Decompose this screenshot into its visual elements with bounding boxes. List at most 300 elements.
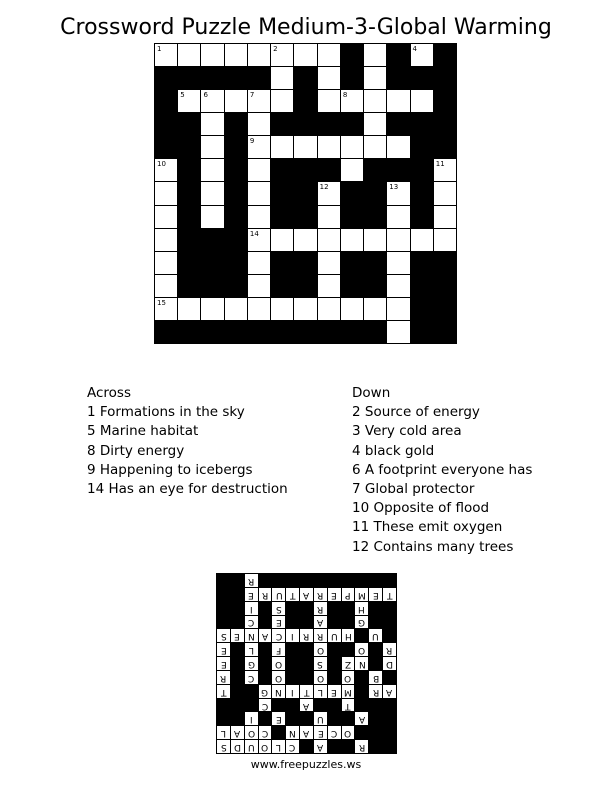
answer-cell [272, 740, 285, 753]
answer-letter: O [344, 672, 352, 683]
grid-cell[interactable] [155, 182, 177, 204]
grid-cell[interactable] [364, 67, 386, 89]
grid-block [411, 321, 433, 343]
grid-cell[interactable] [155, 206, 177, 228]
grid-cell[interactable] [387, 252, 409, 274]
grid-cell[interactable] [201, 136, 223, 158]
grid-block [318, 113, 340, 135]
answer-letter: E [234, 631, 241, 642]
answer-block [259, 574, 272, 587]
down-heading: Down [352, 385, 391, 401]
answer-letter: P [345, 589, 351, 600]
answer-cell [300, 629, 313, 642]
grid-cell[interactable] [248, 90, 270, 112]
answer-cell [286, 726, 299, 739]
grid-cell[interactable] [341, 159, 363, 181]
grid-block [294, 321, 316, 343]
across-heading: Across [87, 385, 132, 401]
answer-cell [314, 740, 327, 753]
answer-block [286, 671, 299, 684]
answer-letter: M [357, 589, 366, 600]
answer-block [342, 643, 355, 656]
grid-cell[interactable] [271, 90, 293, 112]
grid-cell[interactable] [225, 298, 247, 320]
answer-block [217, 588, 230, 601]
answer-cell [217, 740, 230, 753]
page-title: Crossword Puzzle Medium-3-Global Warming [60, 15, 552, 40]
grid-block [271, 275, 293, 297]
answer-cell [259, 685, 272, 698]
answer-letter: N [275, 686, 283, 697]
answer-block [217, 712, 230, 725]
grid-block [434, 67, 456, 89]
clue-number: 11 [435, 160, 445, 169]
answer-block [369, 657, 382, 670]
grid-block [178, 275, 200, 297]
answer-block [300, 740, 313, 753]
answer-block [342, 740, 355, 753]
grid-cell[interactable] [248, 182, 270, 204]
down-clue: 4 black gold [352, 442, 435, 459]
answer-cell [314, 629, 327, 642]
answer-block [369, 740, 382, 753]
grid-block [364, 159, 386, 181]
grid-cell[interactable] [271, 136, 293, 158]
answer-block [286, 616, 299, 629]
answer-letter: C [289, 742, 296, 753]
grid-block [364, 321, 386, 343]
answer-block [328, 602, 341, 615]
grid-block [225, 321, 247, 343]
answer-cell [383, 588, 396, 601]
grid-cell[interactable] [387, 90, 409, 112]
grid-block [294, 90, 316, 112]
grid-block [201, 321, 223, 343]
answer-cell [231, 629, 244, 642]
answer-block [272, 574, 285, 587]
grid-cell[interactable] [387, 229, 409, 251]
grid-cell[interactable] [248, 252, 270, 274]
answer-block [383, 574, 396, 587]
grid-block [155, 321, 177, 343]
grid-block [201, 67, 223, 89]
grid-block [341, 275, 363, 297]
answer-letter: A [386, 686, 393, 697]
answer-cell [383, 685, 396, 698]
answer-cell [272, 602, 285, 615]
grid-block [271, 206, 293, 228]
grid-block [178, 113, 200, 135]
answer-cell [355, 616, 368, 629]
answer-cell [272, 588, 285, 601]
answer-cell [342, 671, 355, 684]
answer-cell [272, 671, 285, 684]
answer-cell [259, 740, 272, 753]
grid-cell[interactable] [341, 229, 363, 251]
grid-cell[interactable] [201, 206, 223, 228]
answer-block [383, 629, 396, 642]
answer-block [231, 685, 244, 698]
answer-letter: S [220, 742, 227, 753]
grid-cell[interactable] [248, 136, 270, 158]
grid-cell[interactable] [294, 229, 316, 251]
grid-cell[interactable] [364, 298, 386, 320]
answer-letter: C [261, 700, 269, 711]
answer-block [286, 699, 299, 712]
answer-letter: R [372, 686, 379, 697]
answer-cell [355, 588, 368, 601]
grid-cell[interactable] [271, 67, 293, 89]
grid-cell[interactable] [225, 90, 247, 112]
grid-cell[interactable] [318, 252, 340, 274]
answer-cell [245, 629, 258, 642]
answer-block [259, 712, 272, 725]
down-clue: 7 Global protector [352, 481, 475, 498]
answer-block [355, 574, 368, 587]
grid-cell[interactable] [434, 229, 456, 251]
answer-block [231, 712, 244, 725]
answer-letter: S [220, 631, 227, 642]
grid-block [341, 321, 363, 343]
answer-letter: R [317, 603, 324, 614]
grid-cell[interactable] [341, 136, 363, 158]
grid-block [318, 159, 340, 181]
grid-block [201, 252, 223, 274]
grid-block [155, 67, 177, 89]
grid-cell[interactable] [201, 182, 223, 204]
grid-cell[interactable] [434, 182, 456, 204]
down-clue: 12 Contains many trees [352, 538, 514, 555]
grid-cell[interactable] [155, 44, 177, 66]
answer-letter: O [316, 645, 324, 656]
answer-block [245, 685, 258, 698]
answer-cell [245, 671, 258, 684]
answer-letter: U [330, 631, 338, 642]
grid-cell[interactable] [294, 136, 316, 158]
answer-block [231, 574, 244, 587]
answer-letter: Z [344, 658, 352, 669]
answer-cell [272, 643, 285, 656]
answer-cell [272, 712, 285, 725]
grid-cell[interactable] [364, 44, 386, 66]
grid-cell[interactable] [364, 229, 386, 251]
grid-cell[interactable] [225, 44, 247, 66]
grid-block [434, 44, 456, 66]
grid-block [178, 206, 200, 228]
answer-letter: G [247, 658, 255, 669]
answer-letter: D [386, 658, 394, 669]
answer-letter: A [358, 714, 365, 725]
answer-letter: G [358, 617, 366, 628]
grid-cell[interactable] [318, 206, 340, 228]
answer-letter: S [317, 658, 324, 669]
grid-cell[interactable] [341, 90, 363, 112]
answer-cell [342, 699, 355, 712]
grid-cell[interactable] [248, 229, 270, 251]
grid-cell[interactable] [271, 44, 293, 66]
answer-cell [314, 726, 327, 739]
grid-cell[interactable] [248, 113, 270, 135]
grid-cell[interactable] [318, 298, 340, 320]
answer-letter: C [261, 728, 269, 739]
answer-block [383, 699, 396, 712]
answer-letter: H [344, 631, 352, 642]
grid-cell[interactable] [201, 113, 223, 135]
answer-cell [355, 657, 368, 670]
answer-letter: S [275, 603, 282, 614]
answer-block [328, 699, 341, 712]
grid-block [271, 159, 293, 181]
grid-block [225, 275, 247, 297]
grid-cell[interactable] [201, 90, 223, 112]
grid-block [411, 298, 433, 320]
grid-block [341, 206, 363, 228]
grid-block [225, 136, 247, 158]
clue-number: 15 [157, 298, 166, 307]
answer-cell [342, 726, 355, 739]
answer-block [259, 671, 272, 684]
answer-letter: E [331, 686, 338, 697]
grid-cell[interactable] [318, 44, 340, 66]
answer-letter: N [289, 728, 296, 739]
answer-block [383, 726, 396, 739]
clue-number: 5 [180, 91, 185, 100]
answer-block [369, 699, 382, 712]
clue-number: 3 [342, 45, 348, 53]
grid-block [155, 90, 177, 112]
answer-cell [314, 685, 327, 698]
grid-cell[interactable] [434, 206, 456, 228]
grid-block [387, 113, 409, 135]
grid-block [434, 252, 456, 274]
grid-cell[interactable] [155, 298, 177, 320]
grid-cell[interactable] [387, 206, 409, 228]
grid-cell[interactable] [318, 67, 340, 89]
answer-cell [314, 671, 327, 684]
answer-block [369, 616, 382, 629]
grid-cell[interactable] [318, 229, 340, 251]
clue-number: 4 [412, 45, 417, 53]
grid-cell[interactable] [387, 275, 409, 297]
answer-block [342, 616, 355, 629]
answer-letter: E [317, 728, 324, 739]
answer-block [300, 712, 313, 725]
grid-block [434, 113, 456, 135]
grid-cell[interactable] [248, 275, 270, 297]
grid-block [294, 206, 316, 228]
answer-block [217, 574, 230, 587]
answer-block [300, 671, 313, 684]
grid-block [178, 229, 200, 251]
grid-cell[interactable] [178, 44, 200, 66]
grid-cell[interactable] [248, 298, 270, 320]
answer-letter: A [303, 700, 310, 711]
down-clue: 6 A footprint everyone has [352, 461, 533, 478]
answer-cell [328, 726, 341, 739]
grid-block [434, 298, 456, 320]
grid-block [271, 113, 293, 135]
answer-letter: A [317, 742, 324, 753]
grid-block [364, 206, 386, 228]
answer-letter: O [344, 728, 352, 739]
answer-cell [245, 726, 258, 739]
answer-cell [217, 629, 230, 642]
answer-letter: R [317, 631, 324, 642]
answer-block [383, 712, 396, 725]
grid-block [411, 67, 433, 89]
grid-cell[interactable] [411, 44, 433, 66]
clue-number: 8 [342, 91, 348, 100]
answer-block [300, 574, 313, 587]
answer-letter: O [261, 742, 269, 753]
across-clue: 14 Has an eye for destruction [87, 481, 288, 498]
answer-block [259, 643, 272, 656]
grid-cell[interactable] [178, 90, 200, 112]
answer-block [286, 602, 299, 615]
down-clue: 11 These emit oxygen [352, 519, 503, 536]
grid-cell[interactable] [411, 229, 433, 251]
grid-cell[interactable] [364, 136, 386, 158]
answer-cell [245, 643, 258, 656]
grid-block [341, 67, 363, 89]
answer-cell [314, 712, 327, 725]
answer-block [383, 602, 396, 615]
clue-number: 10 [157, 160, 166, 169]
answer-letter: R [317, 589, 324, 600]
answer-cell [245, 616, 258, 629]
grid-block [201, 229, 223, 251]
answer-cell [286, 588, 299, 601]
grid-cell[interactable] [248, 44, 270, 66]
answer-block [355, 629, 368, 642]
grid-cell[interactable] [271, 298, 293, 320]
answer-letter: A [303, 589, 310, 600]
answer-cell [217, 671, 230, 684]
answer-cell [272, 616, 285, 629]
answer-block [245, 699, 258, 712]
answer-letter: D [233, 742, 241, 753]
grid-block [155, 113, 177, 135]
answer-letter: U [317, 714, 324, 725]
answer-letter: A [261, 631, 269, 642]
grid-block [294, 113, 316, 135]
answer-letter: N [247, 631, 255, 642]
answer-block [383, 740, 396, 753]
answer-block [217, 616, 230, 629]
answer-cell [342, 657, 355, 670]
grid-block [294, 275, 316, 297]
across-clue: 9 Happening to icebergs [87, 461, 253, 478]
answer-letter: E [248, 589, 254, 600]
grid-block [294, 159, 316, 181]
grid-cell[interactable] [248, 206, 270, 228]
answer-cell [369, 629, 382, 642]
answer-cell [300, 699, 313, 712]
grid-cell[interactable] [248, 159, 270, 181]
answer-letter: I [249, 603, 253, 614]
grid-block [387, 67, 409, 89]
grid-cell[interactable] [341, 298, 363, 320]
grid-cell[interactable] [155, 252, 177, 274]
grid-cell[interactable] [155, 275, 177, 297]
clue-number: 7 [249, 91, 255, 100]
answer-block [231, 671, 244, 684]
answer-cell [245, 588, 258, 601]
grid-cell[interactable] [387, 298, 409, 320]
answer-cell [217, 643, 230, 656]
grid-block [364, 252, 386, 274]
grid-cell[interactable] [294, 298, 316, 320]
grid-cell[interactable] [434, 159, 456, 181]
grid-cell[interactable] [387, 182, 409, 204]
grid-cell[interactable] [318, 275, 340, 297]
grid-block [364, 182, 386, 204]
grid-cell[interactable] [364, 113, 386, 135]
grid-block [411, 182, 433, 204]
answer-cell [272, 657, 285, 670]
grid-cell[interactable] [201, 159, 223, 181]
grid-block [341, 252, 363, 274]
answer-letter: E [372, 589, 379, 600]
grid-cell[interactable] [318, 90, 340, 112]
answer-cell [314, 616, 327, 629]
grid-cell[interactable] [387, 321, 409, 343]
answer-cell [328, 685, 341, 698]
answer-letter: O [275, 658, 283, 669]
answer-letter: A [303, 728, 310, 739]
grid-block [411, 252, 433, 274]
answer-letter: O [358, 645, 366, 656]
down-clues [352, 384, 532, 557]
answer-block [369, 726, 382, 739]
grid-block [178, 321, 200, 343]
grid-block [294, 182, 316, 204]
grid-block [201, 275, 223, 297]
answer-cell [245, 657, 258, 670]
answer-block [328, 740, 341, 753]
answer-letter: B [372, 672, 379, 683]
grid-cell[interactable] [201, 298, 223, 320]
grid-cell[interactable] [155, 159, 177, 181]
grid-cell[interactable] [364, 90, 386, 112]
answer-cell [300, 588, 313, 601]
answer-block [272, 726, 285, 739]
answer-cell [217, 685, 230, 698]
answer-block [259, 602, 272, 615]
grid-cell[interactable] [387, 136, 409, 158]
grid-cell[interactable] [178, 298, 200, 320]
answer-cell [272, 629, 285, 642]
grid-cell[interactable] [411, 90, 433, 112]
grid-block [225, 206, 247, 228]
answer-letter: U [275, 589, 283, 600]
clue-number: 12 [319, 183, 329, 192]
grid-block [294, 252, 316, 274]
grid-cell[interactable] [201, 44, 223, 66]
grid-cell[interactable] [318, 182, 340, 204]
answer-block [328, 643, 341, 656]
answer-cell [369, 671, 382, 684]
answer-cell [259, 629, 272, 642]
answer-cell [231, 726, 244, 739]
grid-cell[interactable] [155, 229, 177, 251]
grid-cell[interactable] [318, 136, 340, 158]
grid-cell[interactable] [294, 44, 316, 66]
grid-cell[interactable] [271, 229, 293, 251]
answer-block [259, 616, 272, 629]
answer-block [314, 699, 327, 712]
grid-block [434, 275, 456, 297]
